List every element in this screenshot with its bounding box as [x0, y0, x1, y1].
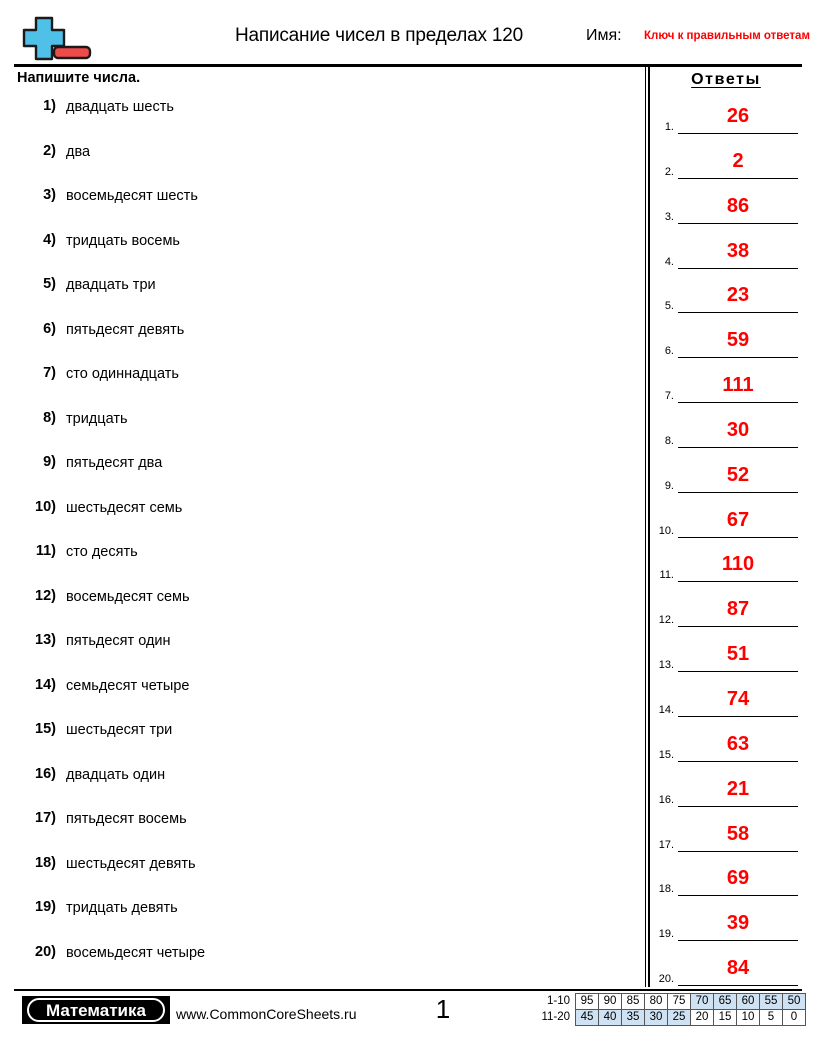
answer-underline	[678, 940, 798, 941]
score-row-label: 11-20	[541, 1011, 570, 1023]
question-row	[14, 543, 634, 588]
score-row-label: 1-10	[546, 995, 570, 1007]
question-text: двадцать шесть	[66, 99, 174, 115]
answer-row	[650, 463, 802, 508]
score-cell: 5	[760, 1010, 783, 1026]
answer-underline	[678, 178, 798, 179]
answer-value: 74	[726, 687, 750, 710]
plus-minus-math-logo-icon	[14, 16, 100, 62]
score-cell: 90	[599, 994, 622, 1010]
answer-number: 9.	[664, 479, 674, 492]
answer-number: 14.	[658, 703, 674, 716]
brand-label: Математика	[27, 998, 165, 1022]
answer-row	[650, 194, 802, 239]
question-text: пятьдесят восемь	[66, 811, 187, 827]
score-cell: 95	[576, 994, 599, 1010]
answer-number: 16.	[658, 793, 674, 806]
answer-number: 15.	[658, 748, 674, 761]
score-cell: 15	[714, 1010, 737, 1026]
answer-underline	[678, 716, 798, 717]
question-number: 13)	[35, 632, 56, 648]
answer-value: 52	[726, 463, 750, 486]
answer-number: 5.	[664, 300, 674, 313]
answer-underline	[678, 402, 798, 403]
score-cell: 65	[714, 994, 737, 1010]
question-row	[14, 721, 634, 766]
score-cell: 50	[783, 994, 806, 1010]
brand-logo	[22, 996, 170, 1024]
answer-underline	[678, 268, 798, 269]
score-cell: 0	[783, 1010, 806, 1026]
answer-row	[650, 687, 802, 732]
question-text: двадцать три	[66, 277, 156, 293]
answer-underline	[678, 357, 798, 358]
questions-list	[14, 98, 634, 988]
answer-value: 111	[722, 374, 754, 397]
answer-value: 69	[726, 867, 750, 890]
website-url: www.CommonCoreSheets.ru	[176, 1006, 357, 1022]
answer-number: 6.	[664, 345, 674, 358]
question-row	[14, 810, 634, 855]
answer-row	[650, 822, 802, 867]
question-text: два	[66, 143, 91, 160]
answer-value: 39	[726, 912, 750, 935]
answer-underline	[678, 492, 798, 493]
answer-value: 63	[726, 732, 750, 755]
question-row	[14, 232, 634, 277]
question-number: 11)	[35, 543, 56, 559]
answer-row	[650, 239, 802, 284]
question-row	[14, 143, 634, 188]
answer-number: 4.	[664, 255, 674, 268]
question-number: 18)	[35, 854, 56, 871]
question-number: 8)	[43, 409, 56, 426]
question-text: тридцать	[66, 410, 128, 427]
question-number: 2)	[43, 142, 56, 159]
answer-value: 26	[726, 105, 750, 127]
answer-value: 84	[726, 957, 750, 980]
answer-number: 1.	[664, 121, 674, 133]
question-text: пятьдесят девять	[66, 321, 185, 338]
question-row	[14, 410, 634, 455]
answer-number: 18.	[658, 883, 674, 896]
answer-row	[650, 328, 802, 373]
score-cell: 10	[737, 1010, 760, 1026]
score-row	[528, 994, 806, 1010]
answer-row	[650, 508, 802, 553]
answer-number: 8.	[664, 434, 674, 447]
question-text: тридцать восемь	[66, 232, 180, 249]
question-number: 4)	[43, 231, 56, 248]
answer-number: 17.	[658, 838, 674, 851]
question-number: 20)	[35, 943, 56, 960]
score-cell: 20	[691, 1010, 714, 1026]
answer-row	[650, 597, 802, 642]
answer-number: 7.	[664, 390, 674, 403]
answer-underline	[678, 895, 798, 896]
score-cell: 40	[599, 1010, 622, 1026]
page-number: 1	[435, 994, 451, 1024]
score-cell: 60	[737, 994, 760, 1010]
answer-underline	[678, 537, 798, 538]
score-cell: 25	[668, 1010, 691, 1026]
answer-value: 58	[726, 822, 750, 845]
question-row	[14, 944, 634, 989]
score-table	[528, 993, 806, 1026]
answer-number: 3.	[664, 210, 674, 223]
question-row	[14, 276, 634, 321]
question-text: восемьдесят четыре	[66, 944, 206, 961]
question-row	[14, 677, 634, 722]
score-row	[528, 1010, 806, 1026]
question-number: 1)	[43, 98, 56, 114]
name-label: Имя:	[586, 27, 622, 44]
footer-divider	[14, 989, 802, 991]
question-row	[14, 454, 634, 499]
answer-underline	[678, 626, 798, 627]
answer-row	[650, 866, 802, 911]
question-number: 19)	[35, 899, 56, 915]
answer-row	[650, 911, 802, 956]
answer-number: 13.	[658, 659, 674, 672]
question-number: 12)	[35, 587, 56, 604]
question-row	[14, 588, 634, 633]
question-number: 3)	[43, 187, 56, 203]
question-text: сто десять	[66, 544, 138, 560]
answer-row	[650, 552, 802, 597]
answer-row	[650, 732, 802, 777]
answer-number: 10.	[658, 524, 674, 537]
answer-row	[650, 283, 802, 328]
question-row	[14, 321, 634, 366]
question-row	[14, 766, 634, 811]
answer-value: 59	[726, 329, 750, 352]
score-cell: 55	[760, 994, 783, 1010]
question-text: восемьдесят семь	[66, 588, 190, 605]
question-number: 9)	[43, 454, 56, 470]
answer-number: 19.	[658, 928, 674, 941]
question-number: 14)	[35, 676, 56, 693]
answer-row	[650, 373, 802, 418]
question-text: восемьдесят шесть	[66, 188, 198, 204]
answer-value: 21	[726, 777, 750, 800]
question-text: шестьдесят девять	[66, 855, 196, 872]
question-text: шестьдесят семь	[66, 499, 183, 516]
answer-value: 51	[726, 643, 750, 666]
question-text: тридцать девять	[66, 900, 178, 916]
question-row	[14, 187, 634, 232]
answer-underline	[678, 581, 798, 582]
question-number: 16)	[35, 765, 56, 782]
question-number: 7)	[43, 365, 56, 381]
question-text: шестьдесят три	[66, 722, 173, 738]
answer-underline	[678, 223, 798, 224]
answer-value: 30	[726, 418, 750, 441]
answer-value: 87	[726, 598, 750, 621]
answer-underline	[678, 985, 798, 986]
question-number: 6)	[43, 320, 56, 337]
answer-row	[650, 149, 802, 194]
answer-value: 38	[726, 239, 750, 262]
answer-value: 110	[721, 553, 755, 576]
answer-number: 12.	[658, 614, 674, 627]
answer-key-badge: Ключ к правильным ответам	[644, 30, 810, 42]
question-text: сто одиннадцать	[66, 366, 179, 382]
answers-heading: Ответы	[691, 71, 761, 88]
answer-row	[650, 104, 802, 149]
answer-underline	[678, 761, 798, 762]
question-number: 15)	[35, 721, 56, 737]
page-title: Написание чисел в пределах 120	[234, 25, 524, 46]
question-text: пятьдесят два	[66, 455, 163, 471]
question-row	[14, 899, 634, 944]
question-number: 5)	[43, 276, 56, 292]
answer-row	[650, 418, 802, 463]
answer-value: 23	[726, 284, 750, 307]
question-number: 10)	[35, 498, 56, 515]
question-row	[14, 855, 634, 900]
score-cell: 45	[576, 1010, 599, 1026]
answer-value: 67	[726, 508, 750, 531]
instruction-text: Напишите числа.	[17, 70, 141, 86]
answer-number: 20.	[658, 973, 674, 986]
score-cell: 75	[668, 994, 691, 1010]
answer-underline	[678, 447, 798, 448]
answer-row	[650, 642, 802, 687]
question-text: семьдесят четыре	[66, 677, 190, 694]
score-cell: 85	[622, 994, 645, 1010]
answer-underline	[678, 671, 798, 672]
answer-underline	[678, 133, 798, 134]
question-row	[14, 632, 634, 677]
score-cell: 80	[645, 994, 668, 1010]
question-text: пятьдесят один	[66, 633, 171, 649]
answer-value: 86	[726, 194, 750, 217]
score-cell: 30	[645, 1010, 668, 1026]
answers-list	[650, 104, 802, 1001]
worksheet-header	[14, 14, 810, 64]
question-row	[14, 499, 634, 544]
answer-number: 2.	[664, 165, 674, 178]
header-divider	[14, 64, 802, 67]
question-row	[14, 365, 634, 410]
question-row	[14, 98, 634, 143]
answer-underline	[678, 806, 798, 807]
answer-underline	[678, 312, 798, 313]
answer-row	[650, 777, 802, 822]
question-text: двадцать один	[66, 766, 166, 783]
answer-number: 11.	[659, 569, 674, 582]
answer-value: 2	[732, 149, 744, 172]
answer-underline	[678, 851, 798, 852]
question-number: 17)	[35, 810, 56, 826]
score-cell: 70	[691, 994, 714, 1010]
score-cell: 35	[622, 1010, 645, 1026]
